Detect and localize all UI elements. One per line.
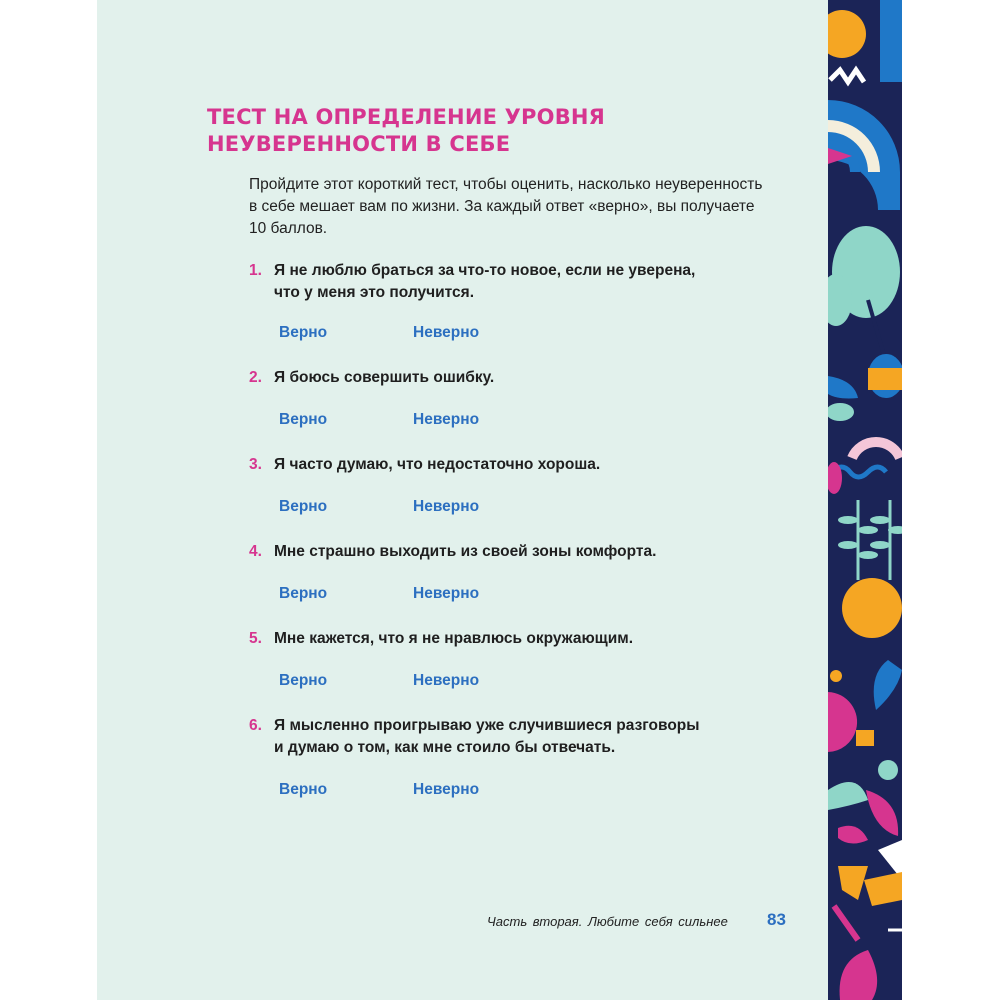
- answer-false-option[interactable]: Неверно: [413, 324, 480, 341]
- question-text-line-1: Я не люблю браться за что-то новое, если не уверена,: [274, 262, 696, 279]
- intro-line-3: 10 баллов.: [249, 220, 328, 237]
- answer-false-option[interactable]: Неверно: [413, 585, 480, 602]
- answer-false-option[interactable]: Неверно: [413, 672, 480, 689]
- intro-paragraph: [249, 174, 809, 240]
- question-text: [274, 454, 600, 476]
- question-text: [274, 715, 700, 759]
- question-number: 3.: [249, 456, 262, 473]
- question-text-line-1: Я боюсь совершить ошибку.: [274, 369, 495, 386]
- page-title-line-1: ТЕСТ НА ОПРЕДЕЛЕНИЕ УРОВНЯ: [207, 105, 606, 129]
- question-number: 5.: [249, 630, 262, 647]
- page-number: 83: [767, 910, 786, 929]
- page-title-line-2: НЕУВЕРЕННОСТИ В СЕБЕ: [207, 132, 511, 156]
- decorative-pattern-graphic: [828, 0, 902, 1000]
- question-text-line-2: и думаю о том, как мне стоило бы отвечать.: [274, 739, 616, 756]
- question-text-line-1: Мне страшно выходить из своей зоны комфорта.: [274, 543, 657, 560]
- question-text: [274, 260, 695, 304]
- answer-false-option[interactable]: Неверно: [413, 498, 480, 515]
- intro-line-1: Пройдите этот короткий тест, чтобы оценить, насколько неуверенность: [249, 176, 763, 193]
- question-text: [274, 367, 494, 389]
- answer-true-option[interactable]: Верно: [279, 672, 328, 689]
- answer-true-option[interactable]: Верно: [279, 324, 328, 341]
- question-text: [274, 628, 633, 650]
- page-title: [207, 104, 767, 158]
- question-text: [274, 541, 656, 563]
- answer-false-option[interactable]: Неверно: [413, 411, 480, 428]
- answer-true-option[interactable]: Верно: [279, 585, 328, 602]
- decorative-pattern-strip: [828, 0, 902, 1000]
- question-number: 2.: [249, 369, 262, 386]
- intro-line-2: в себе мешает вам по жизни. За каждый ответ «верно», вы получаете: [249, 198, 755, 215]
- answer-true-option[interactable]: Верно: [279, 781, 328, 798]
- question-number: 1.: [249, 262, 262, 279]
- question-number: 6.: [249, 717, 262, 734]
- question-text-line-1: Я мысленно проигрываю уже случившиеся разговоры: [274, 717, 700, 734]
- answer-true-option[interactable]: Верно: [279, 411, 328, 428]
- answer-true-option[interactable]: Верно: [279, 498, 328, 515]
- question-text-line-2: что у меня это получится.: [274, 284, 474, 301]
- chapter-footer: Часть вторая. Любите себя сильнее: [487, 914, 728, 929]
- question-text-line-1: Я часто думаю, что недостаточно хороша.: [274, 456, 601, 473]
- answer-false-option[interactable]: Неверно: [413, 781, 480, 798]
- question-number: 4.: [249, 543, 262, 560]
- question-text-line-1: Мне кажется, что я не нравлюсь окружающим.: [274, 630, 634, 647]
